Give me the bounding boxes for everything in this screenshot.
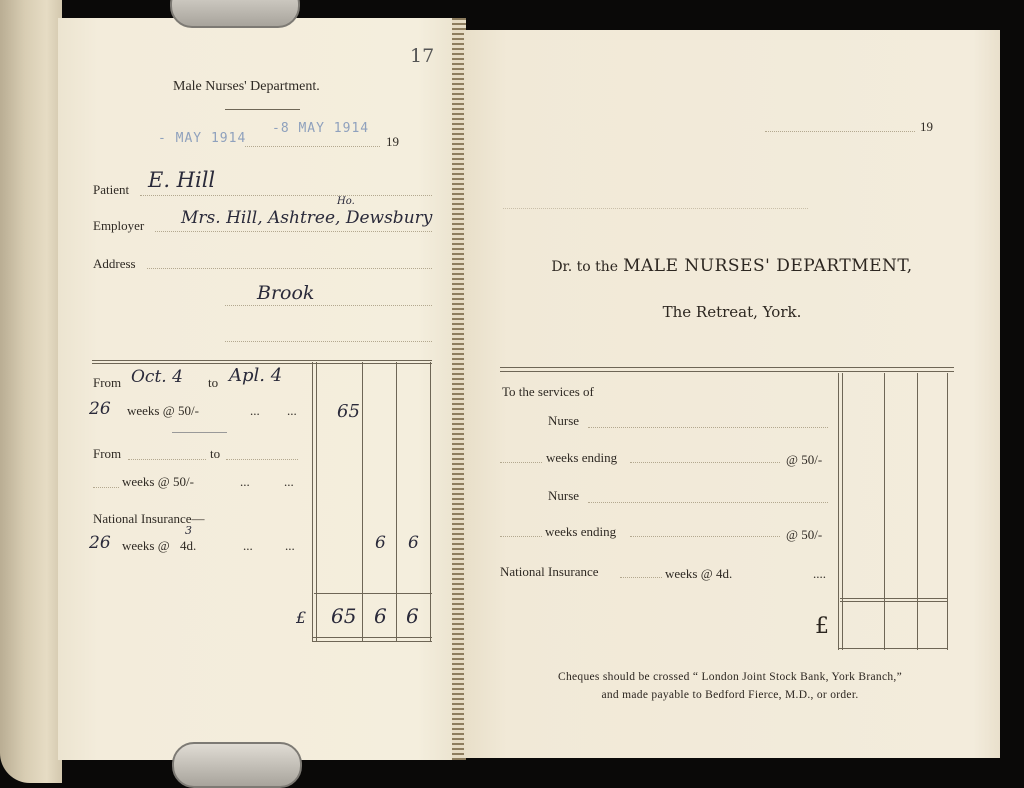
patient-value: E. Hill (148, 168, 216, 192)
footer-line-1: Cheques should be crossed “ London Joint Stock Bank, York Branch,” (557, 671, 902, 683)
ni-pence: 6 (408, 533, 419, 553)
page-number: 17 (410, 45, 435, 67)
nurse-line-2 (588, 502, 828, 503)
from-value-1: Oct. 4 (131, 367, 183, 387)
from-label-1: From (93, 375, 122, 390)
services-label: To the services of (502, 384, 594, 399)
right-year-suffix: 19 (920, 119, 933, 134)
right-col-4 (947, 373, 948, 650)
ni-rate: 4d. (180, 538, 197, 553)
ellipsis-1a: ... (250, 403, 260, 418)
right-col-3 (917, 373, 918, 650)
ledger-col-3 (396, 362, 397, 642)
nurse-label-1: Nurse (548, 413, 580, 428)
date-stamp-1: - MAY 1914 (158, 131, 247, 146)
address-label: Address (93, 256, 136, 271)
address-value: Brook (257, 282, 315, 304)
ledger-col-4 (430, 362, 431, 642)
ledger-total-rule (314, 593, 432, 594)
nurse-line-1 (588, 427, 828, 428)
separator-rule (172, 432, 227, 433)
right-total-rule (840, 598, 948, 599)
ledger-col-1 (312, 362, 313, 642)
ni-weeks-text: weeks @ (122, 538, 170, 553)
right-col-1b (842, 373, 843, 650)
from-line-2 (128, 459, 206, 460)
from-label-2: From (93, 446, 122, 461)
ni-shillings: 6 (375, 533, 386, 553)
ledger-col-2 (362, 362, 363, 642)
rate-1: @ 50/- (786, 452, 823, 467)
weeks-ending-line-1 (630, 462, 780, 463)
total-symbol: £ (296, 608, 307, 627)
right-date-line (765, 131, 915, 132)
right-total-symbol: £ (815, 614, 829, 639)
weeks-count-1: 26 (89, 399, 111, 419)
right-address-line (503, 208, 808, 209)
employer-line (155, 231, 432, 232)
right-col-2 (884, 373, 885, 650)
date-line (245, 146, 380, 147)
patient-line (140, 195, 432, 196)
clip-bottom (172, 742, 302, 788)
total-pounds: 65 (331, 604, 357, 628)
ni-weeks-count: 26 (89, 533, 111, 553)
address-line-2 (225, 305, 432, 306)
book-cover-edge (0, 0, 62, 783)
employer-label: Employer (93, 218, 145, 233)
patient-label: Patient (93, 182, 130, 197)
right-ledger-top-rule (500, 367, 954, 368)
department-title: Male Nurses' Department. (173, 79, 320, 94)
weeks-line-2r (500, 536, 542, 537)
location: The Retreat, York. (662, 303, 802, 321)
to-line-2 (226, 459, 298, 460)
ellipsis-3b: ... (285, 538, 295, 553)
ni-label: National Insurance— (93, 511, 205, 526)
clip-top (170, 0, 300, 28)
date-year-suffix: 19 (386, 134, 399, 149)
ellipsis-3a: ... (243, 538, 253, 553)
ledger-bottom-rule-2 (312, 641, 432, 642)
ni-dots-right: .... (813, 566, 826, 581)
ledger-bottom-rule (312, 637, 432, 638)
weeks-ending-1: weeks ending (546, 450, 618, 465)
ni-weeks-right: weeks @ 4d. (665, 566, 733, 581)
ellipsis-2b: ... (284, 474, 294, 489)
to-label-1: to (208, 375, 219, 390)
weeks-text-1: weeks @ 50/- (127, 403, 199, 418)
title-rule (225, 109, 300, 110)
weeks-line-1 (500, 462, 542, 463)
ni-rate-correction: 3 (185, 524, 192, 537)
ni-line-right (620, 577, 662, 578)
ni-label-right: National Insurance (500, 564, 599, 579)
address-line-1 (147, 268, 432, 269)
weeks-text-2: weeks @ 50/- (122, 474, 194, 489)
amount-1: 65 (337, 401, 360, 422)
rate-2: @ 50/- (786, 527, 823, 542)
ledger-col-1b (316, 362, 317, 642)
heading-main: MALE NURSES' DEPARTMENT, (623, 256, 913, 276)
nurse-label-2: Nurse (548, 488, 580, 503)
to-label-2: to (210, 446, 221, 461)
ellipsis-1b: ... (287, 403, 297, 418)
right-total-rule-2 (840, 601, 948, 602)
total-pence: 6 (406, 604, 419, 628)
footer-line-2: and made payable to Bedford Fierce, M.D., or order. (601, 689, 859, 701)
ellipsis-2a: ... (240, 474, 250, 489)
address-line-3 (225, 341, 432, 342)
weeks-line-2 (93, 487, 119, 488)
right-heading (464, 256, 1000, 276)
ledger-top-rule (92, 360, 432, 361)
right-col-1 (838, 373, 839, 650)
employer-value: Mrs. Hill, Ashtree, Dewsbury (181, 208, 433, 228)
weeks-ending-2: weeks ending (545, 524, 617, 539)
to-value-1: Apl. 4 (229, 365, 283, 386)
weeks-ending-line-2 (630, 536, 780, 537)
heading-prefix: Dr. to the (551, 259, 619, 275)
right-ledger-top-rule-2 (500, 371, 954, 372)
date-stamp-2: -8 MAY 1914 (272, 121, 370, 136)
ledger-top-rule-2 (92, 363, 432, 364)
employer-superscript: Ho. (337, 196, 355, 207)
right-bottom-rule (838, 648, 948, 649)
total-shillings: 6 (374, 604, 387, 628)
